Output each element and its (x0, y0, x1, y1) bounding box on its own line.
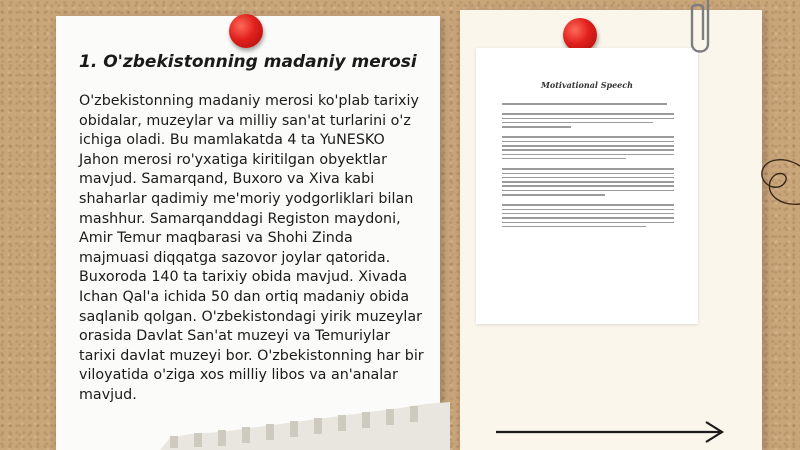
speech-document-image (476, 48, 698, 324)
slide-body-text: O'zbekistonning madaniy merosi ko'plab tarixiy obidalar, muzeylar va milliy san'at turlarini o'z ichiga oladi. Bu mamlakatda 4 ta YuNESKO Jahon merosi ro'yxatiga kiritilgan obyektlar mavjud. Samarqand, Buxoro va Xiva kabi shaharlar qadimiy me'moriy yodgorliklari bilan mashhur. Samarqanddagi Registon maydoni, Amir Temur maqbarasi va Shohi Zinda majmuasi diqqatga sazovor joylar qatorida. Buxoroda 140 ta tarixiy obida mavjud. Xivada Ichan Qal'a ichida 50 dan ortiq madaniy obida saqlanib qolgan. O'zbekistondagi yirik muzeylar orasida Davlat San'at muzeyi va Temuriylar tarixi davlat muzeyi bor. O'zbekistonning har bir viloyatida o'ziga xos milliy libos va an'analar mavjud. (79, 93, 424, 403)
pushpin-icon (563, 18, 597, 52)
arrow-right-icon (494, 420, 726, 444)
string-doodle (752, 152, 800, 208)
slide-title: 1. O'zbekistonning madaniy merosi (79, 52, 417, 72)
paperclip-icon (686, 0, 716, 56)
pushpin-icon (229, 14, 263, 48)
speech-document-text-lines (502, 103, 674, 230)
speech-document-title: Motivational Speech (541, 80, 633, 90)
torn-paper-edge (160, 398, 450, 450)
